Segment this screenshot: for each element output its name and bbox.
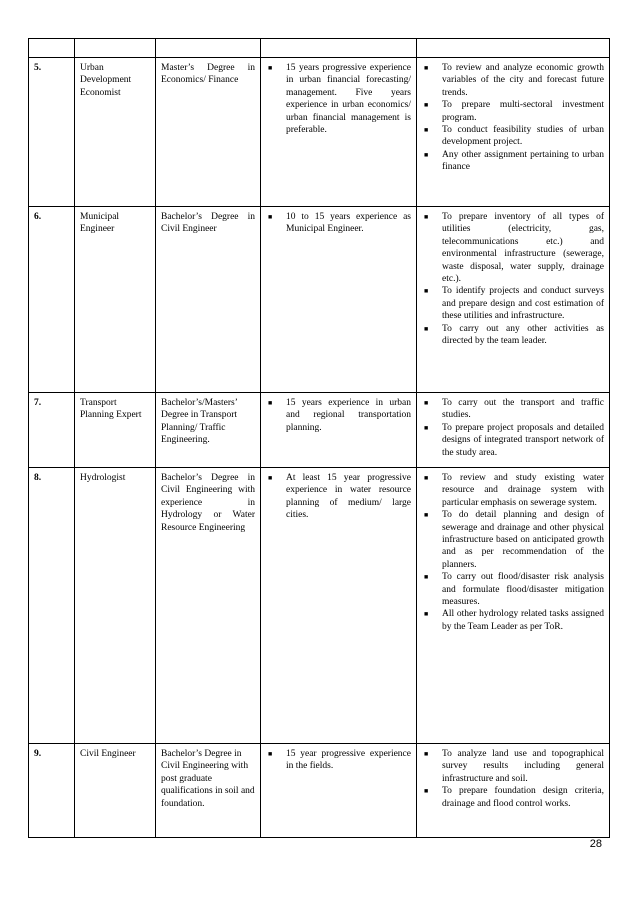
task-item: ■ To review and analyze economic growth variables of the city and forecast future trends.: [422, 62, 604, 99]
task-item: ■ To conduct feasibility studies of urban development project.: [422, 124, 604, 149]
task-item: ■ To review and study existing water resource and drainage system with particular emphasis on sewerage system.: [422, 472, 604, 509]
task-item: ■ To prepare project proposals and detailed designs of integrated transport network of the study area.: [422, 422, 604, 459]
tasks-cell: [417, 744, 610, 838]
position-title: Urban Development Economist: [75, 58, 156, 207]
position-title: Transport Planning Expert: [75, 393, 156, 468]
experience-cell: [261, 393, 417, 468]
header-cell: [417, 39, 610, 58]
page-number: 28: [589, 838, 602, 850]
task-item: ■ To do detail planning and design of sewerage and drainage and other physical infrastructure based on anticipated growth and as per recommendation of the planners.: [422, 509, 604, 571]
experience-item: ■ 10 to 15 years experience as Municipal Engineer.: [266, 211, 411, 236]
task-item: ■ To identify projects and conduct surveys and prepare design and cost estimation of these utilities and infrastructure.: [422, 285, 604, 322]
task-item: ■ To prepare inventory of all types of utilities (electricity, gas, telecommunications etc.) and environmental infrastructure (sewerage, waste disposal, water supply, drainage etc.).: [422, 211, 604, 285]
qualification: Master’s Degree in Economics/ Finance: [156, 58, 261, 207]
qualification: Bachelor’s/Masters’ Degree in Transport Planning/ Traffic Engineering.: [156, 393, 261, 468]
table-row: [29, 58, 610, 207]
header-cell: [29, 39, 75, 58]
table-row: [29, 744, 610, 838]
tasks-cell: [417, 58, 610, 207]
task-item: ■ To prepare foundation design criteria, drainage and flood control works.: [422, 785, 604, 810]
experience-item: ■ 15 year progressive experience in the fields.: [266, 748, 411, 773]
row-number: 7.: [29, 393, 75, 468]
row-number: 5.: [29, 58, 75, 207]
experience-item: ■ At least 15 year progressive experience in water resource planning of medium/ large cities.: [266, 472, 411, 522]
table-row: [29, 207, 610, 393]
task-item: ■ To carry out the transport and traffic studies.: [422, 397, 604, 422]
experience-item: ■ 15 years progressive experience in urban financial forecasting/ management. Five years experience in urban economics/ urban financial management is preferable.: [266, 62, 411, 136]
header-cell: [261, 39, 417, 58]
experience-cell: [261, 207, 417, 393]
position-title: Municipal Engineer: [75, 207, 156, 393]
qualification: Bachelor’s Degree in Civil Engineering with experience in Hydrology or Water Resource Engineering: [156, 468, 261, 744]
staffing-table: [28, 38, 610, 838]
task-item: ■ To analyze land use and topographical survey results including general infrastructure and soil.: [422, 748, 604, 785]
table-row: [29, 468, 610, 744]
task-item: ■ Any other assignment pertaining to urban finance: [422, 149, 604, 174]
row-number: 6.: [29, 207, 75, 393]
header-cell: [156, 39, 261, 58]
task-item: ■ All other hydrology related tasks assigned by the Team Leader as per ToR.: [422, 608, 604, 633]
experience-cell: [261, 58, 417, 207]
task-item: ■ To prepare multi-sectoral investment program.: [422, 99, 604, 124]
experience-item: ■ 15 years experience in urban and regional transportation planning.: [266, 397, 411, 434]
qualification: Bachelor’s Degree in Civil Engineering with post graduate qualifications in soil and foundation.: [156, 744, 261, 838]
row-number: 9.: [29, 744, 75, 838]
experience-cell: [261, 468, 417, 744]
header-cell: [75, 39, 156, 58]
task-item: ■ To carry out any other activities as directed by the team leader.: [422, 323, 604, 348]
table-header-row: [29, 39, 610, 58]
table-row: [29, 393, 610, 468]
qualification: Bachelor’s Degree in Civil Engineer: [156, 207, 261, 393]
tasks-cell: [417, 468, 610, 744]
position-title: Civil Engineer: [75, 744, 156, 838]
tasks-cell: [417, 393, 610, 468]
tasks-cell: [417, 207, 610, 393]
task-item: ■ To carry out flood/disaster risk analysis and formulate flood/disaster mitigation measures.: [422, 571, 604, 608]
row-number: 8.: [29, 468, 75, 744]
position-title: Hydrologist: [75, 468, 156, 744]
experience-cell: [261, 744, 417, 838]
